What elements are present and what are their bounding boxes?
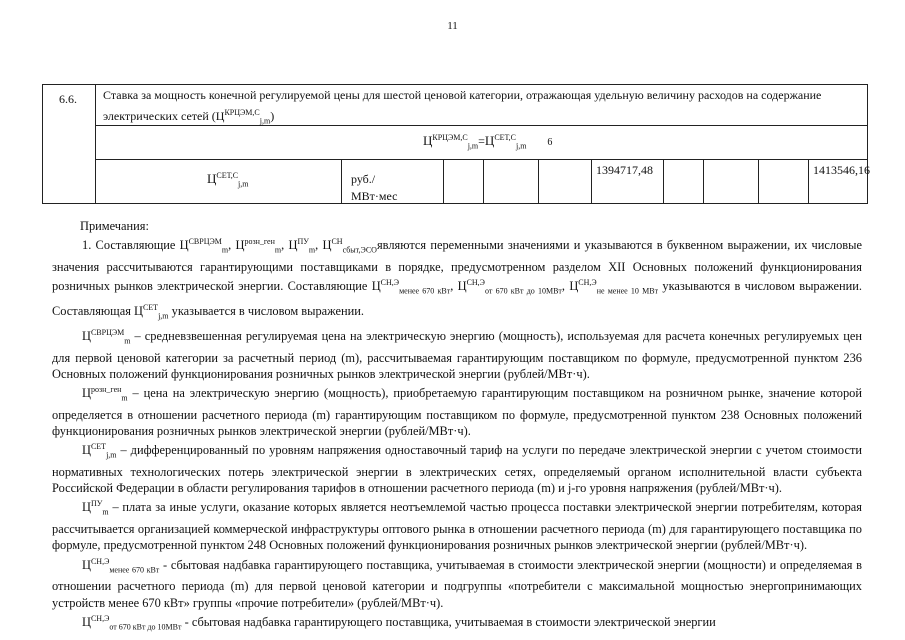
note-paragraph-3: $Ц^{розн\_ген}_m$ – цена на электрическую энергию (мощность), приобретаемую гарантирующим поставщиком на розничном рынке, значение которой определяется в отношении расчетного периода (m) гарантирующим поставщиком по формуле, предусмотренной пунктом 238 Основных положений функционирования розничных рынков электрической энергии (рублей/МВт·ч).	[52, 385, 862, 438]
notes-section	[52, 218, 862, 636]
p3-sub: m	[121, 393, 128, 403]
p1-s2-sup: розн_ген	[244, 237, 275, 247]
unit-line-1: руб./	[351, 172, 376, 186]
note-paragraph-4: $Ц^{СЕТ}_{j,m}$ – дифференцированный по уровням напряжения одноставочный тариф на услуги по передаче электрической энергии с учетом стоимости нормативных технологических потерь электрической энергии в электрических сетях, определяемый органом исполнительной власти субъекта Российской Федерации в области регулирования тарифов в отношении расчетного периода (m) и j-го уровня напряжения (рублей/МВт·ч).	[52, 442, 862, 496]
formula-rhs-sup: СЕТ,С	[494, 133, 516, 142]
value-cell-2: 1413546,16	[813, 163, 870, 177]
p3-text: – цена на электрическую энергию (мощность), приобретаемую гарантирующим поставщиком на розничном рынке, значение которой определяется в отношении расчетного периода (m) гарантирующим поставщиком по формуле, предусмотренной пунктом 238 Основных положений функционирования розничных рынков электрической энергии (рублей/МВт·ч).	[52, 386, 862, 438]
p1-text-1: являются переменными значениями и указываются в буквенном выражении, их числовые значения рассчитываются гарантирующими поставщиками в порядке, предусмотренном разделом XII Основных положений функционирования розничных рынков электрической энергии. Составляющие Ц	[52, 238, 862, 294]
p1-s6-sup: СН,Э	[466, 278, 485, 288]
p4-text: – дифференцированный по уровням напряжения одноставочный тариф на услуги по передаче электрической энергии с учетом стоимости нормативных технологических потерь электрической энергии в электрических сетях, определяемый органом исполнительной власти субъекта Российской Федерации в области регулирования тарифов в отношении расчетного периода (m) и j-го уровня напряжения (рублей/МВт·ч).	[52, 443, 862, 496]
table-divider	[95, 159, 867, 160]
formula-rhs-sub: j,m	[515, 141, 527, 151]
row-number: 6.6.	[59, 92, 77, 106]
page-number: 11	[447, 20, 458, 32]
p1-s7-sub: не менее 10 МВт	[596, 286, 659, 296]
table-divider	[591, 159, 592, 203]
p3-sup: розн_ген	[90, 385, 122, 394]
formula: $Ц^{КРЦЭМ,С}_{j,m}=Ц^{СЕТ,С}_{j,m}$ 6	[423, 133, 553, 151]
p1-s7-sup: СН,Э	[578, 278, 597, 288]
p1-s5-sup: СН,Э	[380, 278, 400, 288]
table-divider	[443, 159, 444, 203]
note-paragraph-6: $Ц^{СН,Э}_{менее 670 кВт}$ - сбытовая надбавка гарантирующего поставщика, учитываемая в стоимости электрической энергии (мощности) и определяемая в отношении расчетного периода (m) для первой ценовой категории и подгруппы «потребители с максимальной мощностью энергопринимающих устройств менее 670 кВт» группы «прочие потребители» (рублей/МВт·ч).	[52, 556, 862, 610]
table-divider	[703, 159, 704, 203]
p7-sup: СН,Э	[90, 613, 110, 623]
header-superscript: КРЦЭМ,С	[224, 108, 260, 117]
p1-s1-sup: СВРЦЭМ	[188, 237, 222, 247]
p2-sup: СВРЦЭМ	[90, 327, 125, 337]
p1-s8-sup: СЕТ	[142, 303, 159, 312]
p5-text: – плата за иные услуги, оказание которых является неотъемлемой частью процесса поставки электрической энергии потребителям, которая рассчитывается организацией коммерческой инфраструктуры оптового рынка в отношении расчетного периода (m) для гарантирующего поставщика по формуле, предусмотренной пунктом 248 Основных положений функционирования розничных рынков электрической энергии (рублей/МВт·ч).	[52, 500, 862, 553]
p1-s2-sub: m	[274, 245, 282, 255]
p5-sup: ПУ	[90, 499, 103, 509]
note-paragraph-2: $Ц^{СВРЦЭМ}_m$ – средневзвешенная регулируемая цена на электрическую энергию (мощность), используемая для расчета конечных регулируемых цен для первой ценовой категории за расчетный период (m), рассчитываемая гарантирующим поставщиком по формуле, предусмотренной пунктом 236 Основных положений функционирования розничных рынков электрической энергии (рублей/МВт·ч).	[52, 327, 862, 381]
note-paragraph-5: $Ц^{ПУ}_m$ – плата за иные услуги, оказание которых является неотъемлемой частью процесса поставки электрической энергии потребителям, которая рассчитывается организацией коммерческой инфраструктуры оптового рынка в отношении расчетного периода (m) для гарантирующего поставщика по формуле, предусмотренной пунктом 248 Основных положений функционирования розничных рынков электрической энергии (рублей/МВт·ч).	[52, 499, 862, 553]
notes-title: Примечания:	[80, 219, 149, 233]
header-subscript: j,m	[259, 116, 271, 126]
p2-sub: m	[124, 336, 131, 346]
row-header-text: Ставка за мощность конечной регулируемой цены для шестой ценовой категории, отражающая удельную величину расходов на содержание электрических сетей (Ц	[103, 88, 822, 123]
p1-start: 1. Составляющие Ц	[82, 238, 189, 253]
table-divider	[483, 159, 484, 203]
note-paragraph-7: $Ц^{СН,Э}_{от 670 кВт до 10МВт}$ - сбытовая надбавка гарантирующего поставщика, учитываемая в стоимости электрической энергии	[82, 613, 716, 632]
symbol-cell: $Ц^{СЕТ,С}_{j,m}$	[207, 171, 249, 189]
p6-text: - сбытовая надбавка гарантирующего поставщика, учитываемая в стоимости электрической энергии (мощности) и определяемая в отношении расчетного периода (m) для первой ценовой категории и подгруппы «потребители с максимальной мощностью энергопринимающих устройств менее 670 кВт» группы «прочие потребители» (рублей/МВт·ч).	[52, 557, 862, 610]
table-divider	[758, 159, 759, 203]
p1-text-3: указывается в числовом выражении.	[171, 304, 365, 319]
p6-sub: менее 670 кВт	[109, 565, 160, 575]
p4-sub: j,m	[106, 450, 117, 460]
header-end: )	[270, 109, 275, 123]
tariff-table	[42, 84, 868, 204]
p1-s1-sub: m	[221, 245, 229, 255]
unit-cell	[351, 171, 397, 205]
p5-sub: m	[102, 508, 109, 517]
p2-text: – средневзвешенная регулируемая цена на электрическую энергию (мощность), используемая для расчета конечных регулируемых цен для первой ценовой категории за расчетный период (m), рассчитываемая гарантирующим поставщиком по формуле, предусмотренной пунктом 236 Основных положений функционирования розничных рынков электрической энергии (рублей/МВт·ч).	[52, 328, 862, 381]
formula-lhs-sup: КРЦЭМ,С	[432, 133, 468, 142]
p6-sup: СН,Э	[90, 556, 110, 566]
p7-sub: от 670 кВт до 10МВт	[109, 622, 182, 632]
formula-lhs-sub: j,m	[467, 141, 479, 151]
p1-s4-sub: сбыт,ЭСО	[342, 245, 377, 255]
p1-s3-sub: m	[308, 245, 316, 255]
table-divider	[95, 85, 96, 203]
formula-ref: 6	[547, 137, 553, 148]
p4-sup: СЕТ	[90, 442, 107, 452]
p1-s3-sup: ПУ	[297, 237, 309, 247]
row-header	[103, 87, 863, 129]
table-divider	[538, 159, 539, 203]
table-divider	[808, 159, 809, 203]
symbol-sup: СЕТ,С	[216, 171, 239, 180]
p1-s6-sub: от 670 кВт до 10МВт	[484, 286, 562, 296]
p1-s4-sup: СН	[331, 237, 343, 247]
p1-s5-sub: менее 670 кВт	[399, 286, 451, 296]
unit-line-2: МВт·мес	[351, 189, 398, 203]
p7-text: - сбытовая надбавка гарантирующего поставщика, учитываемая в стоимости электрической энергии	[184, 614, 716, 629]
note-paragraph-1: 1. Составляющие $Ц^{СВРЦЭМ}_m$, $Ц^{розн\_ген}_m$, $Ц^{ПУ}_m$, $Ц^{СН}_{сбыт,ЭСО}являются$ переменными значениями и указываются в буквенном выражении, их числовые значения рассчитываются гарантирующими поставщиками в порядке, предусмотренном разделом XII Основных положений функционирования розничных рынков электрической энергии. Составляющие $Ц^{СН,Э}_{менее 670 кВт}$, $Ц^{СН,Э}_{от 670 кВт до 10МВт}$, $Ц^{СН,Э}_{не менее 10 МВт}$ указываются в числовом выражении. Составляющая $Ц^{СЕТ}_{j,m}$ указывается в числовом выражении.	[52, 237, 863, 321]
p1-s8-sub: j,m	[158, 311, 169, 321]
table-divider	[663, 159, 664, 203]
symbol-sub: j,m	[238, 179, 249, 189]
table-divider	[341, 159, 342, 203]
value-cell-1: 1394717,48	[596, 163, 653, 177]
p1-text-2: указываются в числовом выражении. Составляющая Ц	[52, 279, 863, 319]
